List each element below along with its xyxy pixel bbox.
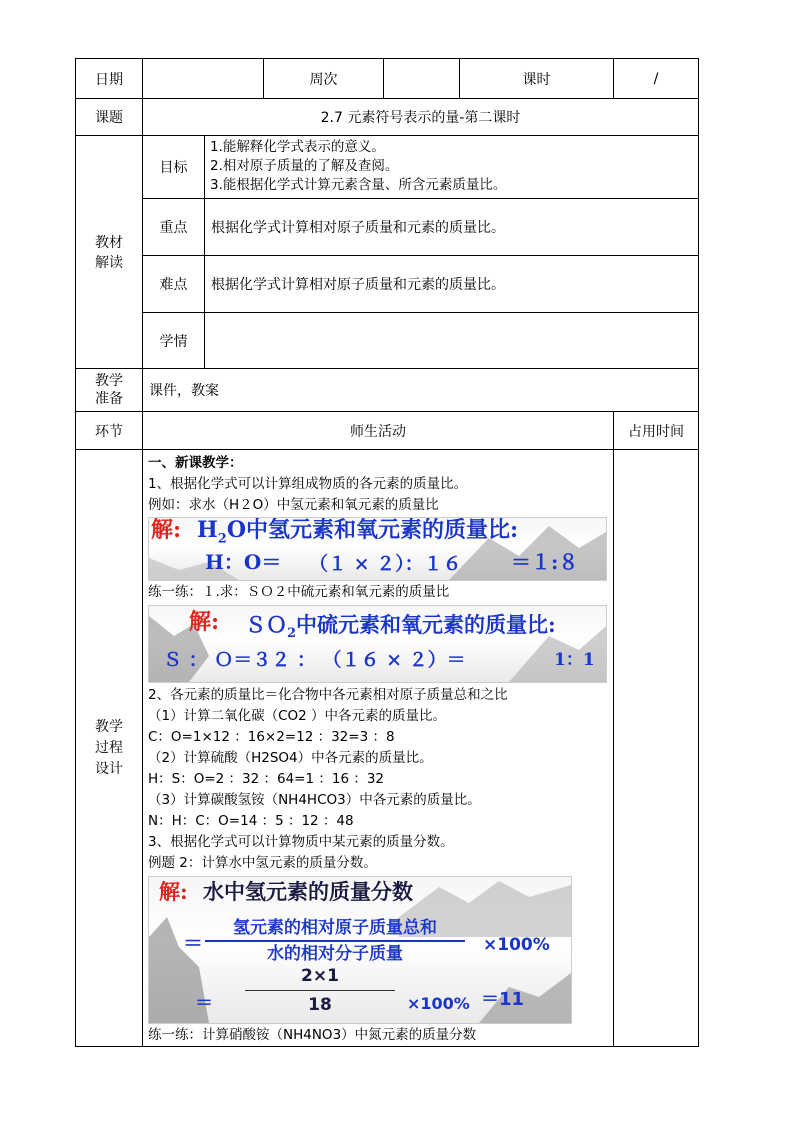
slide3-den2: 18 bbox=[308, 995, 332, 1015]
process-line: C：O=1×12 ：16×2=12 ：32=3 ：8 bbox=[148, 729, 395, 745]
slide3-eq2: ＝ bbox=[195, 993, 213, 1014]
slide1-eq-left: H：O＝ bbox=[205, 550, 282, 574]
slide-so2-ratio bbox=[148, 605, 607, 683]
process-line: 2、各元素的质量比＝化合物中各元素相对原子质量总和之比 bbox=[148, 687, 508, 703]
goal-item: 2.相对原子质量的了解及查阅。 bbox=[210, 158, 399, 174]
activity-col-label: 师生活动 bbox=[143, 412, 614, 450]
process-line: H：S：O=2 ：32 ：64=1 ：16 ：32 bbox=[148, 771, 385, 787]
process-line: 例题 2：计算水中氢元素的质量分数。 bbox=[148, 855, 377, 871]
slide3-pct2: ×100% bbox=[407, 994, 470, 1013]
header-row bbox=[76, 59, 699, 99]
topic-label: 课题 bbox=[76, 99, 143, 136]
date-value-cell bbox=[143, 59, 264, 99]
period-label: 课时 bbox=[460, 59, 614, 99]
textbook-label-line1: 教材 bbox=[95, 235, 123, 251]
process-label-line2: 过程 bbox=[95, 739, 123, 756]
situation-value-cell bbox=[205, 313, 699, 369]
date-label: 日期 bbox=[76, 59, 143, 99]
topic-row bbox=[76, 99, 699, 136]
key-row bbox=[76, 199, 699, 256]
week-label: 周次 bbox=[264, 59, 384, 99]
difficulty-row bbox=[76, 256, 699, 313]
goal-list bbox=[205, 136, 699, 199]
slide3-jie: 解: bbox=[159, 879, 188, 904]
time-col-label: 占用时间 bbox=[614, 412, 699, 450]
slide1-eq-mid: （１ × ２）：１６ bbox=[309, 553, 462, 575]
slide3-eq1: ＝ bbox=[183, 931, 203, 955]
lesson-plan-table bbox=[75, 58, 699, 1047]
slide1-title: $H_2O$中氢元素和氧元素的质量比: bbox=[197, 517, 519, 547]
process-label-line1: 教学 bbox=[95, 718, 123, 735]
process-line: N：H：C：O=14 ：5 ：12 ：48 bbox=[148, 813, 354, 829]
fraction-bar bbox=[245, 990, 395, 991]
difficulty-text: 根据化学式计算相对原子质量和元素的质量比。 bbox=[205, 256, 699, 313]
slide3-den1: 水的相对分子质量 bbox=[267, 944, 403, 964]
slide3-pct1: ×100% bbox=[483, 935, 550, 955]
week-value-cell bbox=[384, 59, 460, 99]
difficulty-label: 难点 bbox=[143, 256, 205, 313]
process-line: （3）计算碳酸氢铵（NH4HCO3）中各元素的质量比。 bbox=[148, 792, 481, 808]
process-content bbox=[143, 450, 614, 1047]
textbook-label bbox=[76, 136, 143, 369]
topic-title: 2.7 元素符号表示的量-第二课时 bbox=[143, 99, 699, 136]
phase-header-row bbox=[76, 412, 699, 450]
goal-label: 目标 bbox=[143, 136, 205, 199]
slide3-num1: 氢元素的相对原子质量总和 bbox=[233, 918, 437, 938]
situation-row bbox=[76, 313, 699, 369]
process-line: （2）计算硫酸（H2SO4）中各元素的质量比。 bbox=[148, 750, 433, 766]
process-line: 练一练：１.求：ＳＯ２中硫元素和氧元素的质量比 bbox=[148, 584, 450, 600]
key-text: 根据化学式计算相对原子质量和元素的质量比。 bbox=[205, 199, 699, 256]
process-row bbox=[76, 450, 699, 1047]
fraction-bar bbox=[205, 940, 465, 942]
slide-water-mass-fraction bbox=[148, 876, 572, 1024]
goal-item: 1.能解释化学式表示的意义。 bbox=[210, 139, 385, 155]
process-label-line3: 设计 bbox=[95, 760, 123, 777]
slide3-tail: ＝11 bbox=[481, 989, 525, 1010]
situation-label: 学情 bbox=[143, 313, 205, 369]
period-value: / bbox=[614, 59, 699, 99]
time-value-cell bbox=[614, 450, 699, 1047]
prep-row bbox=[76, 369, 699, 412]
slide1-eq-right: ＝１:８ bbox=[511, 550, 579, 574]
process-line: 练一练：计算硝酸铵（NH4NO3）中氮元素的质量分数 bbox=[148, 1027, 477, 1043]
prep-label-line2: 准备 bbox=[95, 391, 123, 407]
key-label: 重点 bbox=[143, 199, 205, 256]
prep-label bbox=[76, 369, 143, 412]
process-line: 1、根据化学式可以计算组成物质的各元素的质量比。 bbox=[148, 476, 468, 492]
process-line: （1）计算二氧化碳（CO2 ）中各元素的质量比。 bbox=[148, 708, 447, 724]
slide3-title: 水中氢元素的质量分数 bbox=[203, 879, 413, 904]
prep-label-line1: 教学 bbox=[95, 373, 123, 389]
process-line: 3、根据化学式可以计算物质中某元素的质量分数。 bbox=[148, 834, 454, 850]
slide3-num2: 2×1 bbox=[301, 966, 339, 986]
slide3-fraction1 bbox=[205, 918, 465, 964]
process-label bbox=[76, 450, 143, 1047]
goal-row bbox=[76, 136, 699, 199]
slide3-fraction2 bbox=[245, 966, 395, 1015]
slide2-jie: 解: bbox=[189, 609, 220, 635]
process-line: 例如：求水（H２O）中氢元素和氧元素的质量比 bbox=[148, 497, 439, 513]
textbook-label-line2: 解读 bbox=[95, 255, 123, 271]
phase-col-label: 环节 bbox=[76, 412, 143, 450]
goal-item: 3.能根据化学式计算元素含量、所含元素质量比。 bbox=[210, 177, 507, 193]
slide2-eq: Ｓ ： Ｏ＝３２ ： （１６ × ２）＝ bbox=[163, 649, 466, 671]
slide2-title: ＳＯ$_2$中硫元素和氧元素的质量比: bbox=[245, 612, 556, 642]
slide2-eq-right: 1：1 bbox=[554, 650, 595, 670]
prep-text: 课件，教案 bbox=[143, 369, 699, 412]
slide1-jie: 解: bbox=[151, 517, 182, 543]
slide-water-ratio bbox=[148, 517, 607, 581]
section-heading: 一、新课教学： bbox=[148, 455, 243, 471]
